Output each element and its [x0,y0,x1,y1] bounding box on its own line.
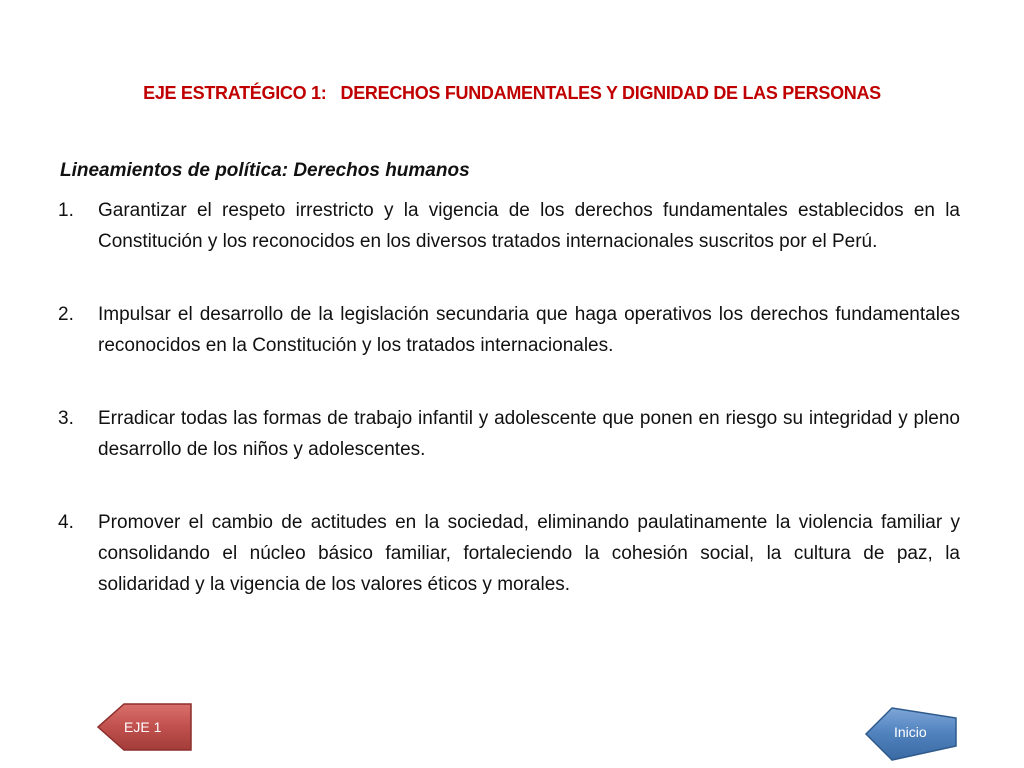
list-item-text: Promover el cambio de actitudes en la sociedad, eliminando paulatinamente la violencia familiar y consolidando el núcleo básico familiar, fortaleciendo la cohesión social, la cultura de paz, la solidaridad y la vigencia de los valores éticos y morales. [98,512,960,595]
section-subtitle: Lineamientos de política: Derechos humanos [60,160,470,181]
slide-title: EJE ESTRATÉGICO 1: DERECHOS FUNDAMENTALES Y DIGNIDAD DE LAS PERSONAS [143,83,881,103]
list-item-text: Impulsar el desarrollo de la legislación secundaria que haga operativos los derechos fundamentales reconocidos en la Constitución y los tratados internacionales. [98,304,960,356]
list-item [58,403,960,465]
policy-list [58,195,960,642]
list-item-number: 2. [58,304,74,325]
list-item-number: 4. [58,512,74,533]
list-item-text: Erradicar todas las formas de trabajo infantil y adolescente que ponen en riesgo su integridad y pleno desarrollo de los niños y adolescentes. [98,408,960,460]
list-item-text: Garantizar el respeto irrestricto y la vigencia de los derechos fundamentales establecidos en la Constitución y los reconocidos en los diversos tratados internacionales suscritos por el Perú. [98,200,960,252]
list-item-number: 1. [58,200,74,221]
list-item-number: 3. [58,408,74,429]
eje-1-button[interactable] [94,702,194,760]
list-item [58,507,960,600]
eje-1-button-label: EJE 1 [124,719,162,735]
inicio-button-label: Inicio [894,724,927,740]
list-item [58,299,960,361]
inicio-button[interactable] [862,706,960,764]
list-item [58,195,960,257]
